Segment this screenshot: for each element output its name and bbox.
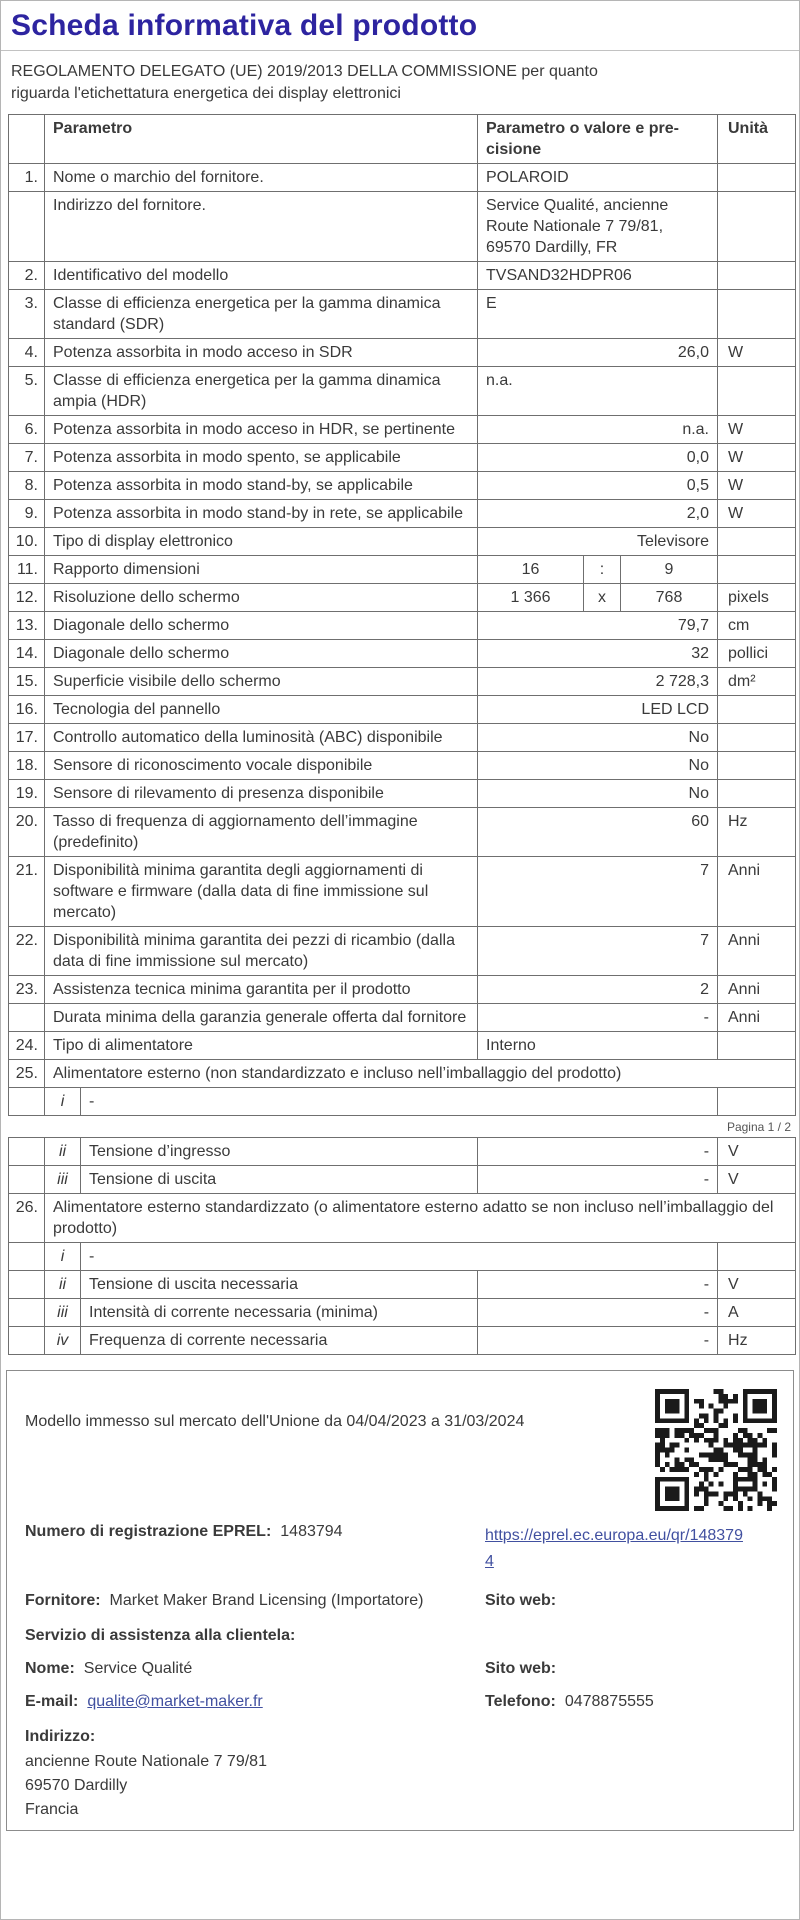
row-number-cell <box>9 1138 45 1166</box>
parameter-cell: Indirizzo del fornitore. <box>45 192 478 262</box>
value-cell: POLAROID <box>478 164 718 192</box>
parameter-cell: Frequenza di corrente necessaria <box>81 1327 478 1355</box>
parameter-cell: Potenza assorbita in modo stand-by in rete, se applicabile <box>45 500 478 528</box>
unit-cell: Anni <box>718 927 796 976</box>
table-row <box>9 1060 796 1088</box>
row-number-cell: 18. <box>9 752 45 780</box>
row-number-cell: 5. <box>9 367 45 416</box>
product-parameters-table-page1 <box>8 114 796 1116</box>
qr-code <box>655 1389 777 1511</box>
supplier-label: Fornitore: <box>25 1592 101 1609</box>
table-row <box>9 584 796 612</box>
unit-cell <box>718 696 796 724</box>
table-row <box>9 1271 796 1299</box>
parameter-cell: Sensore di riconoscimento vocale disponibile <box>45 752 478 780</box>
table-row <box>9 976 796 1004</box>
table-row <box>9 192 796 262</box>
row-number-cell <box>9 1166 45 1194</box>
table-row <box>9 640 796 668</box>
value-cell: - <box>81 1243 718 1271</box>
unit-cell: pollici <box>718 640 796 668</box>
table-row <box>9 1088 796 1116</box>
unit-cell: dm² <box>718 668 796 696</box>
value-cell: - <box>478 1004 718 1032</box>
phone-number: 0478875555 <box>564 1693 654 1710</box>
table-row <box>9 500 796 528</box>
table-row <box>9 444 796 472</box>
unit-cell <box>718 556 796 584</box>
registration-info-box <box>6 1370 794 1831</box>
parameter-cell: Durata minima della garanzia generale offerta dal fornitore <box>45 1004 478 1032</box>
table-row <box>9 1299 796 1327</box>
row-number-cell: 11. <box>9 556 45 584</box>
parameter-cell: Risoluzione dello schermo <box>45 584 478 612</box>
parameter-cell: Potenza assorbita in modo acceso in SDR <box>45 339 478 367</box>
value-cell: 26,0 <box>478 339 718 367</box>
table-row <box>9 696 796 724</box>
unit-cell <box>718 780 796 808</box>
table-row <box>9 416 796 444</box>
unit-cell <box>718 1243 796 1271</box>
address-line: ancienne Route Nationale 7 79/81 <box>25 1753 267 1770</box>
table-row <box>9 857 796 927</box>
row-number-cell: 13. <box>9 612 45 640</box>
parameter-cell: Classe di efficienza energetica per la gamma dinamica ampia (HDR) <box>45 367 478 416</box>
row-number-cell: 6. <box>9 416 45 444</box>
row-number-cell <box>9 1327 45 1355</box>
parameter-cell: Assistenza tecnica minima garantita per il prodotto <box>45 976 478 1004</box>
parameter-cell: Tecnologia del pannello <box>45 696 478 724</box>
customer-service-label: Servizio di assistenza alla clientela: <box>25 1627 296 1644</box>
unit-cell: pixels <box>718 584 796 612</box>
table-row <box>9 528 796 556</box>
row-number-cell <box>9 1271 45 1299</box>
roman-numeral-cell: iv <box>45 1327 81 1355</box>
parameter-cell: Controllo automatico della luminosità (ABC) disponibile <box>45 724 478 752</box>
table-row <box>9 780 796 808</box>
phone-label: Telefono: <box>485 1693 556 1710</box>
parameter-cell: Tasso di frequenza di aggiornamento dell’immagine (predefinito) <box>45 808 478 857</box>
roman-numeral-cell: iii <box>45 1299 81 1327</box>
parameter-cell: Rapporto dimensioni <box>45 556 478 584</box>
unit-cell <box>718 164 796 192</box>
unit-cell: V <box>718 1138 796 1166</box>
value-cell: LED LCD <box>478 696 718 724</box>
unit-cell: W <box>718 444 796 472</box>
table-row <box>9 927 796 976</box>
parameter-cell: Diagonale dello schermo <box>45 640 478 668</box>
parameter-cell: Disponibilità minima garantita dei pezzi di ricambio (dalla data di fine immissione sul mercato) <box>45 927 478 976</box>
unit-cell: Anni <box>718 857 796 927</box>
table-row <box>9 1194 796 1243</box>
row-number-cell: 2. <box>9 262 45 290</box>
unit-cell: Hz <box>718 1327 796 1355</box>
eprel-label: Numero di registrazione EPREL: <box>25 1523 272 1540</box>
value-cell: 2 728,3 <box>478 668 718 696</box>
regulation-subtitle: REGOLAMENTO DELEGATO (UE) 2019/2013 DELLA COMMISSIONE per quanto riguarda l'etichettatura energetica dei display elettronici <box>11 63 598 102</box>
row-number-cell: 25. <box>9 1060 45 1088</box>
page-indicator: Pagina 1 / 2 <box>726 1120 791 1134</box>
row-number-cell: 3. <box>9 290 45 339</box>
address-label: Indirizzo: <box>25 1728 96 1745</box>
value-cell: 7 <box>478 927 718 976</box>
row-number-cell: 14. <box>9 640 45 668</box>
value-cell: No <box>478 780 718 808</box>
row-number-cell <box>9 192 45 262</box>
value-cell: 7 <box>478 857 718 927</box>
unit-cell <box>718 724 796 752</box>
supplier-row <box>25 1592 485 1610</box>
row-number-cell: 15. <box>9 668 45 696</box>
row-number-cell <box>9 1004 45 1032</box>
row-number-cell <box>9 115 45 164</box>
eprel-number: 1483794 <box>280 1523 343 1540</box>
address-line: 69570 Dardilly <box>25 1777 128 1794</box>
unit-cell: W <box>718 472 796 500</box>
service-name-row <box>25 1660 485 1678</box>
row-number-cell <box>9 1299 45 1327</box>
value-cell: Televisore <box>478 528 718 556</box>
value-cell: - <box>478 1327 718 1355</box>
value-cell: 60 <box>478 808 718 857</box>
email-label: E-mail: <box>25 1693 79 1710</box>
parameter-cell: Diagonale dello schermo <box>45 612 478 640</box>
table-row <box>9 367 796 416</box>
row-number-cell <box>9 1243 45 1271</box>
service-name: Service Qualité <box>83 1660 193 1677</box>
row-number-cell: 4. <box>9 339 45 367</box>
value-cell-second: 9 <box>621 556 718 584</box>
row-number-cell: 1. <box>9 164 45 192</box>
parameter-cell: Tensione di uscita necessaria <box>81 1271 478 1299</box>
parameter-cell: Tensione d’ingresso <box>81 1138 478 1166</box>
table-row <box>9 556 796 584</box>
page-title: Scheda informativa del prodotto <box>11 9 478 42</box>
table-row <box>9 339 796 367</box>
value-cell: No <box>478 724 718 752</box>
unit-cell <box>718 528 796 556</box>
unit-cell <box>718 752 796 780</box>
parameter-cell: Sensore di rilevamento di presenza disponibile <box>45 780 478 808</box>
website-label: Sito web: <box>485 1592 557 1609</box>
parameter-cell: Classe di efficienza energetica per la gamma dinamica standard (SDR) <box>45 290 478 339</box>
unit-cell <box>718 367 796 416</box>
roman-numeral-cell: ii <box>45 1271 81 1299</box>
roman-numeral-cell: i <box>45 1243 81 1271</box>
value-cell: 0,5 <box>478 472 718 500</box>
table-row <box>9 1004 796 1032</box>
table-row <box>9 290 796 339</box>
roman-numeral-cell: i <box>45 1088 81 1116</box>
table-row <box>9 1166 796 1194</box>
header-parametro: Parametro <box>45 115 478 164</box>
value-cell: Interno <box>478 1032 718 1060</box>
value-cell: No <box>478 752 718 780</box>
parameter-cell: Tipo di alimentatore <box>45 1032 478 1060</box>
parameter-cell: Disponibilità minima garantita degli aggiornamenti di software e firmware (dalla data di fine immissione sul mercato) <box>45 857 478 927</box>
section-parameter-cell: Alimentatore esterno (non standardizzato e incluso nell’imballaggio del prodotto) <box>45 1060 796 1088</box>
market-period-note: Modello immesso sul mercato dell'Unione da 04/04/2023 a 31/03/2024 <box>25 1413 525 1430</box>
row-number-cell: 26. <box>9 1194 45 1243</box>
parameter-cell: Superficie visibile dello schermo <box>45 668 478 696</box>
parameter-cell: Potenza assorbita in modo acceso in HDR, se pertinente <box>45 416 478 444</box>
value-cell: 2 <box>478 976 718 1004</box>
title-block <box>1 1 799 51</box>
email-link[interactable]: qualite@market-maker.fr <box>87 1693 263 1710</box>
row-number-cell: 9. <box>9 500 45 528</box>
value-cell: - <box>478 1138 718 1166</box>
value-cell-second: 768 <box>621 584 718 612</box>
table-row <box>9 1243 796 1271</box>
address-block <box>25 1728 485 1822</box>
table-row <box>9 1327 796 1355</box>
row-number-cell: 23. <box>9 976 45 1004</box>
row-number-cell: 10. <box>9 528 45 556</box>
unit-cell: W <box>718 339 796 367</box>
parameter-cell: Potenza assorbita in modo spento, se applicabile <box>45 444 478 472</box>
table-row <box>9 668 796 696</box>
address-line: Francia <box>25 1801 79 1818</box>
row-number-cell: 20. <box>9 808 45 857</box>
unit-cell <box>718 290 796 339</box>
table-row <box>9 1032 796 1060</box>
row-number-cell: 19. <box>9 780 45 808</box>
unit-cell: Anni <box>718 976 796 1004</box>
header-valore: Parametro o valore e precisione <box>478 115 718 164</box>
name-label: Nome: <box>25 1660 75 1677</box>
parameter-cell: Intensità di corrente necessaria (minima) <box>81 1299 478 1327</box>
header-unita: Unità <box>718 115 796 164</box>
value-cell: 79,7 <box>478 612 718 640</box>
parameter-cell: Tipo di display elettronico <box>45 528 478 556</box>
parameter-cell: Identificativo del modello <box>45 262 478 290</box>
row-number-cell: 8. <box>9 472 45 500</box>
unit-cell: Hz <box>718 808 796 857</box>
unit-cell <box>718 262 796 290</box>
parameter-cell: Potenza assorbita in modo stand-by, se applicabile <box>45 472 478 500</box>
row-number-cell: 21. <box>9 857 45 927</box>
row-number-cell: 24. <box>9 1032 45 1060</box>
table-row <box>9 612 796 640</box>
value-cell: E <box>478 290 718 339</box>
value-cell: n.a. <box>478 367 718 416</box>
value-cell: - <box>478 1299 718 1327</box>
table-row <box>9 752 796 780</box>
unit-cell: V <box>718 1166 796 1194</box>
value-cell: 2,0 <box>478 500 718 528</box>
product-parameters-table-page2 <box>8 1137 796 1355</box>
table-row <box>9 164 796 192</box>
value-cell-first: 16 <box>478 556 584 584</box>
unit-cell: W <box>718 416 796 444</box>
value-cell-separator: x <box>584 584 621 612</box>
value-cell: 32 <box>478 640 718 668</box>
value-cell: - <box>81 1088 718 1116</box>
row-number-cell <box>9 1088 45 1116</box>
unit-cell: cm <box>718 612 796 640</box>
table-row <box>9 1138 796 1166</box>
value-cell: n.a. <box>478 416 718 444</box>
parameter-cell: Nome o marchio del fornitore. <box>45 164 478 192</box>
table-row <box>9 724 796 752</box>
unit-cell <box>718 1032 796 1060</box>
unit-cell: Anni <box>718 1004 796 1032</box>
value-cell-first: 1 366 <box>478 584 584 612</box>
table-row <box>9 808 796 857</box>
row-number-cell: 12. <box>9 584 45 612</box>
row-number-cell: 17. <box>9 724 45 752</box>
value-cell-separator: : <box>584 556 621 584</box>
email-row <box>25 1693 485 1711</box>
row-number-cell: 22. <box>9 927 45 976</box>
table-row <box>9 472 796 500</box>
table-row <box>9 262 796 290</box>
roman-numeral-cell: ii <box>45 1138 81 1166</box>
row-number-cell: 7. <box>9 444 45 472</box>
unit-cell: A <box>718 1299 796 1327</box>
roman-numeral-cell: iii <box>45 1166 81 1194</box>
unit-cell <box>718 1088 796 1116</box>
value-cell: Service Qualité, ancienne Route Nationale 7 79/81, 69570 Dardilly, FR <box>478 192 718 262</box>
parameter-cell: Tensione di uscita <box>81 1166 478 1194</box>
eprel-qr-link[interactable]: https://eprel.ec.europa.eu/qr/1483794 <box>485 1527 743 1570</box>
unit-cell <box>718 192 796 262</box>
value-cell: - <box>478 1166 718 1194</box>
phone-row <box>485 1693 777 1711</box>
website-label-2: Sito web: <box>485 1660 557 1677</box>
eprel-registration <box>25 1523 485 1541</box>
value-cell: TVSAND32HDPR06 <box>478 262 718 290</box>
unit-cell: W <box>718 500 796 528</box>
value-cell: 0,0 <box>478 444 718 472</box>
row-number-cell: 16. <box>9 696 45 724</box>
section-parameter-cell: Alimentatore esterno standardizzato (o alimentatore esterno adatto se non incluso nell’imballaggio del prodotto) <box>45 1194 796 1243</box>
table-row <box>9 115 796 164</box>
supplier-name: Market Maker Brand Licensing (Importatore) <box>109 1592 424 1609</box>
unit-cell: V <box>718 1271 796 1299</box>
value-cell: - <box>478 1271 718 1299</box>
